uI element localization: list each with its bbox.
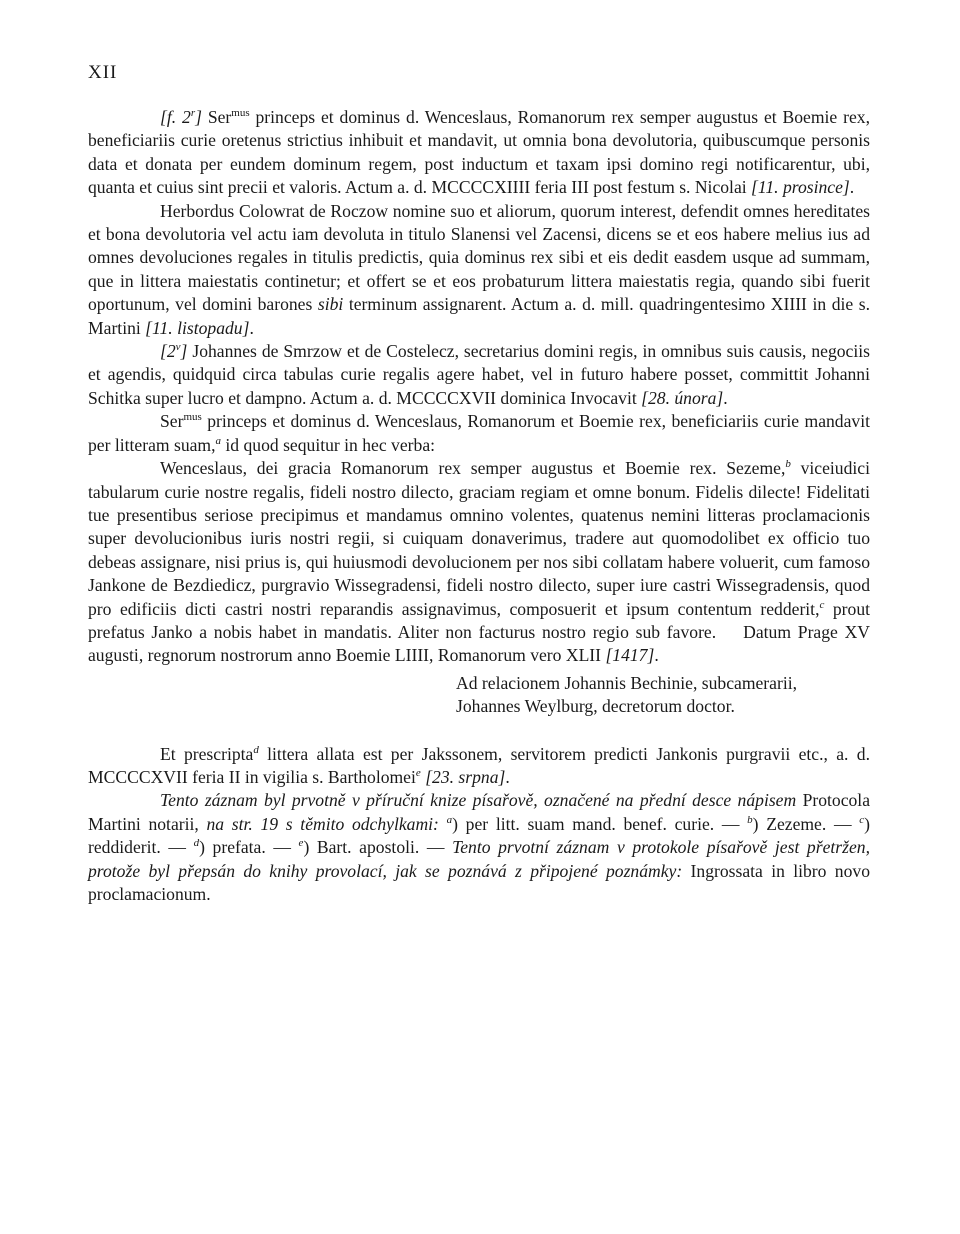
footnote-marker: d [253,743,259,756]
editorial-note: Tento záznam byl prvotně v příruční knize písařově, označené na přední desce nápisem Protocola Martini notarii, na str. 19 s těmito odchylkami: $^a$) per litt. suam mand. benef. curie. — $^b$) Zezeme. — $^c$) reddiderit. — $^d$) prefata. — $^e$) Bart. apostoli. — Tento prvotní záznam v protokole písařově jest přetržen, protože byl přepsán do knihy provolací, jak se poznává z připojené poznámky: Ingrossata in libro novo proclamacionum. [88,790,870,904]
date-annotation: [1417] [605,645,655,666]
footnote-marker: e [415,767,421,780]
footnote-marker: b [785,458,791,471]
footnote-marker: a [215,434,222,447]
paragraph-3: [2$^v$] Johannes de Smrzow et de Costelecz, secretarius domini regis, in omnibus suis causis, negociis et agendis, quidquid circa tabulas curie regalis agere habet, vel in futuro habere posset, committit Johanni Schitka super lucro et dampno. Actum a. d. MCCCCXVII dominica Invocavit [28. února]. [88,341,870,408]
signature-line-1: Ad relacionem Johannis Bechinie, subcamerarii, [456,672,798,693]
paragraph-5-letter: Wenceslaus, dei gracia Romanorum rex semper augustus et Boemie rex. Sezeme,$^b$ viceiudici tabularum curie nostre regalis, fideli nostro dilecto, graciam regiam et omne bonum. Fidelis dilecte! Fidelitati tue presentibus seriose precipimus et mandamus omnino volentes, quatenus nemini litteras proclamacionis super devolucionibus iuris nostri regii, si cuiquam donaverimus, tradere aut quomodolibet ex officio tuo debeas assignare, nisi prius is, qui huiusmodi devolucionem per nos sibi collatam habere voluerit, cum famoso Jankone de Bezdiedicz, purgravio Wissegradensi, fideli nostro dilecto, super iure castri Wissegradensis, quod pro edificiis dicti castri nostri reparandis assignavimus, composuerit et ipsum contentum redderit,$^c$ prout prefatus Janko a nobis habet in mandatis. Aliter non facturus nostro regio sub favore. Datum Prage XV augusti, regnorum nostrorum anno Boemie LIIII, Romanorum vero XLII [1417]. [88,458,875,666]
date-annotation: [28. února] [641,387,724,408]
paragraph-1: [f. 2$^r$] Ser$^{mus}$ princeps et dominus d. Wenceslaus, Romanorum rex semper augustus et Boemie rex, beneficiariis curie oretenus strictius inhibuit et mandavit, ut omnia bona devolutoria, quibuscumque personis data et donata per eundem dominum regem, post inductum et taxam ipsi domino regi notificarentur, ubi, quanta et cuius sint precii et valoris. Actum a. d. MCCCCXIIII feria III post festum s. Nicolai [11. prosince]. [88,107,870,198]
date-annotation: [11. listopadu] [145,317,250,338]
page-number: XII [88,62,118,83]
folio-ref: [2$^v$] [160,341,188,362]
date-annotation: [11. prosince] [751,177,850,198]
footnote-marker: c [819,598,825,611]
folio-ref: [f. 2$^r$] [160,107,202,127]
paragraph-6: Et prescripta$^d$ littera allata est per Jakssonem, servitorem predicti Jankonis purgravii etc., a. d. MCCCCXVII feria II in vigilia s. Bartholomei$^e$ [23. srpna]. [88,743,870,787]
signature-line-2: Johannes Weylburg, decretorum doctor. [456,696,735,717]
paragraph-4: Ser$^{mus}$ princeps et dominus d. Wenceslaus, Romanorum et Boemie rex, beneficiariis curie mandavit per litteram suam,$^a$ id quod sequitur in hec verba: [88,411,870,455]
document-page [88,62,875,906]
paragraph-2: Herbordus Colowrat de Roczow nomine suo et aliorum, quorum interest, defendit omnes hereditates et bona devolutoria vel actu iam devoluta in titulo Slanensi vel Zacensi, dicens se et eos habere melius ius ad omnes devoluciones regales in titulis predictis, quia dominus rex sibi et eis dedit easdem usque ad summam, que in littera maiestatis continetur; et offert se et eos probaturum littera maiestatis regia, quando sibi fuerit oportunum, vel domini barones sibi terminum assignarent. Actum a. d. mill. quadringentesimo XIIII in die s. Martini [11. listopadu]. [88,200,870,338]
date-annotation: [23. srpna] [425,766,506,787]
